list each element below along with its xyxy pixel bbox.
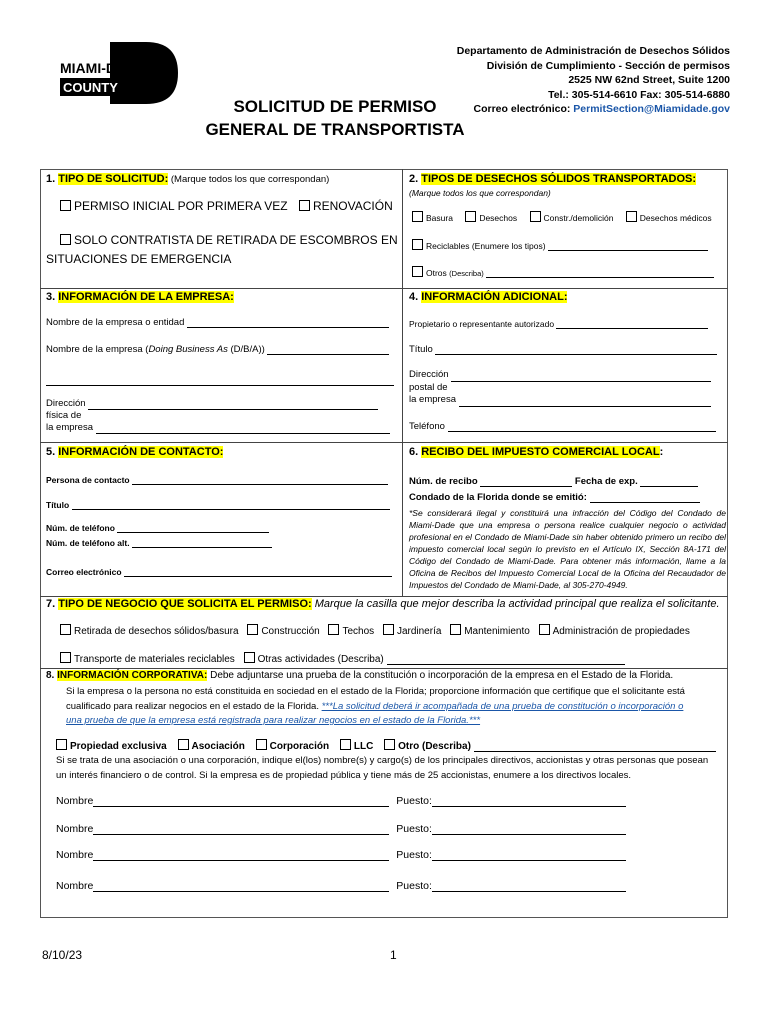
label-officer-name: Nombre — [56, 795, 94, 807]
input-company-extra[interactable] — [46, 375, 394, 386]
logo-line1: MIAMI-DADE — [60, 60, 146, 76]
label-construccion: Construcción — [261, 626, 320, 637]
s4-title: INFORMACIÓN ADICIONAL: — [421, 291, 568, 303]
input-otras[interactable] — [387, 654, 625, 665]
s1-title: TIPO DE SOLICITUD: — [58, 173, 169, 185]
input-dba[interactable] — [267, 344, 389, 355]
s1-row2 — [46, 231, 398, 269]
label-otro: Otro (Describa) — [398, 741, 471, 752]
checkbox-asociacion[interactable] — [178, 739, 189, 750]
s5-phone-row — [46, 522, 269, 533]
s6-receipt-row — [409, 476, 698, 487]
checkbox-constr[interactable] — [530, 211, 541, 222]
input-otro[interactable] — [474, 741, 716, 752]
s4-phone-row — [409, 421, 716, 432]
label-s4-addr-3: la empresa — [409, 394, 456, 405]
s8-p2a: Si se trata de una asociación o una corporación, indique el(los) nombre(s) y cargo(s) de los principales directivos, accionistas y otras personas que posean — [56, 755, 709, 766]
footer-date: 8/10/23 — [42, 948, 83, 962]
label-company-name: Nombre de la empresa o entidad — [46, 317, 185, 328]
input-owner[interactable] — [556, 318, 708, 329]
input-s5-title[interactable] — [72, 499, 390, 510]
label-s5-phone-alt: Núm. de teléfono alt. — [46, 538, 130, 548]
label-jardineria: Jardinería — [396, 626, 442, 637]
logo-line2: COUNTY — [63, 80, 118, 95]
label-officer-name: Nombre — [56, 880, 94, 892]
label-exp: Fecha de exp. — [574, 476, 638, 487]
label-officer-role: Puesto: — [396, 795, 432, 807]
s7-hint: Marque la casilla que mejor describa la actividad principal que realiza el solicitante. — [311, 598, 720, 610]
dept-line3: 2525 NW 62nd Street, Suite 1200 — [568, 74, 730, 86]
input-contact[interactable] — [132, 474, 388, 485]
label-desechos: Desechos — [479, 213, 518, 223]
s8-title: INFORMACIÓN CORPORATIVA: — [57, 670, 208, 681]
checkbox-reciclables[interactable] — [412, 239, 423, 250]
s8-paragraph-2 — [56, 754, 708, 783]
s2-title: TIPOS DE DESECHOS SÓLIDOS TRANSPORTADOS: — [421, 173, 697, 185]
input-s5-email[interactable] — [124, 566, 392, 577]
checkbox-jardineria[interactable] — [383, 624, 394, 635]
label-otros: Otros — [426, 268, 447, 278]
input-receipt[interactable] — [480, 476, 572, 487]
label-s4-phone: Teléfono — [409, 421, 445, 432]
s5-contact-row — [46, 474, 388, 485]
department-header — [457, 44, 730, 117]
input-officer-name[interactable] — [93, 796, 389, 807]
section-1-header — [46, 173, 329, 185]
label-officer-role: Puesto: — [396, 849, 432, 861]
s2-row1 — [412, 211, 712, 223]
s8-link1[interactable]: ***La solicitud deberá ir acompañada de una prueba de constitución o incorporación o — [321, 700, 684, 712]
miami-dade-logo — [58, 40, 180, 106]
label-renewal: RENOVACIÓN — [312, 199, 393, 213]
label-addr-1: Dirección — [46, 398, 86, 409]
label-asociacion: Asociación — [191, 741, 245, 752]
input-s5-phone-alt[interactable] — [132, 537, 272, 548]
dept-line2: División de Cumplimiento - Sección de permisos — [486, 59, 730, 72]
input-addr-3[interactable] — [96, 423, 390, 434]
officer-row — [56, 795, 626, 807]
s2-row2 — [412, 239, 708, 251]
input-officer-name[interactable] — [93, 824, 389, 835]
label-officer-name: Nombre — [56, 849, 94, 861]
s6-county-row — [409, 492, 700, 503]
s6-title: RECIBO DEL IMPUESTO COMERCIAL LOCAL — [421, 446, 660, 458]
label-officer-role: Puesto: — [396, 880, 432, 892]
s2-hint: (Marque todos los que correspondan) — [409, 188, 551, 198]
page-title — [190, 95, 480, 141]
label-county: Condado de la Florida donde se emitió: — [409, 492, 587, 503]
label-officer-name: Nombre — [56, 823, 94, 835]
s1-hint: (Marque todos los que correspondan) — [168, 174, 330, 185]
checkbox-otros[interactable] — [412, 266, 423, 277]
label-s4-addr-2: postal de — [409, 381, 448, 393]
input-reciclables[interactable] — [548, 240, 708, 251]
input-company-name[interactable] — [187, 317, 389, 328]
section-8-header — [46, 670, 673, 681]
section-2-header — [409, 173, 696, 185]
s1-row1 — [60, 199, 393, 213]
s4-title-row — [409, 344, 717, 355]
checkbox-propiedad[interactable] — [56, 739, 67, 750]
input-s4-addr-1[interactable] — [451, 371, 711, 382]
s1-num: 1. — [46, 173, 59, 185]
officer-row — [56, 849, 626, 861]
label-retirada: Retirada de desechos sólidos/basura — [74, 626, 239, 637]
input-officer-role[interactable] — [432, 824, 626, 835]
email-link[interactable]: PermitSection@Miamidade.gov — [573, 103, 730, 115]
checkbox-basura[interactable] — [412, 211, 423, 222]
checkbox-desechos[interactable] — [465, 211, 476, 222]
input-addr-1[interactable] — [88, 399, 378, 410]
checkbox-medicos[interactable] — [626, 211, 637, 222]
label-propiedad: Propiedad exclusiva — [70, 741, 167, 752]
checkbox-administracion[interactable] — [539, 624, 550, 635]
label-receipt: Núm. de recibo — [409, 476, 478, 487]
s8-link2[interactable]: una prueba de que la empresa está registrada para realizar negocios en el estado de la Florida.*** — [66, 715, 481, 726]
input-officer-role[interactable] — [432, 850, 626, 861]
checkbox-corporacion[interactable] — [256, 739, 267, 750]
label-otras: Otras actividades (Describa) — [257, 654, 384, 665]
s7-row2 — [60, 652, 625, 665]
input-s4-addr-3[interactable] — [459, 396, 711, 407]
label-corporacion: Corporación — [269, 741, 330, 752]
label-constr: Constr./demolición — [543, 213, 614, 223]
officer-row — [56, 823, 626, 835]
label-s5-email: Correo electrónico — [46, 567, 122, 577]
input-s5-phone[interactable] — [117, 522, 269, 533]
s2-num: 2. — [409, 173, 422, 185]
label-administracion: Administración de propiedades — [552, 626, 690, 637]
s5-phone-alt-row — [46, 537, 272, 548]
label-addr-2: física de — [46, 410, 82, 421]
dept-line1: Departamento de Administración de Desechos Sólidos — [456, 45, 730, 57]
label-emergency-1: SOLO CONTRATISTA DE RETIRADA DE ESCOMBROS EN — [74, 233, 398, 247]
dept-email-row — [457, 102, 730, 117]
label-llc: LLC — [353, 741, 374, 752]
checkbox-retirada[interactable] — [60, 624, 71, 635]
checkbox-transporte[interactable] — [60, 652, 71, 663]
input-county[interactable] — [590, 492, 700, 503]
s4-addr-block — [409, 369, 711, 407]
section-4-header — [409, 291, 567, 303]
section-3-header — [46, 291, 234, 303]
label-initial: PERMISO INICIAL POR PRIMERA VEZ — [74, 199, 288, 213]
checkbox-construccion[interactable] — [247, 624, 258, 635]
input-officer-name[interactable] — [93, 850, 389, 861]
checkbox-mantenimiento[interactable] — [450, 624, 461, 635]
s5-title: INFORMACIÓN DE CONTACTO: — [58, 446, 224, 458]
s3-num: 3. — [46, 291, 59, 303]
s3-name-row — [46, 317, 389, 328]
label-s4-title: Título — [409, 344, 433, 355]
section-5-header — [46, 446, 223, 458]
label-owner: Propietario o representante autorizado — [409, 319, 555, 329]
checkbox-renewal[interactable] — [299, 200, 310, 211]
input-otros[interactable] — [486, 267, 714, 278]
label-s4-addr-1: Dirección — [409, 369, 449, 380]
title-line1: SOLICITUD DE PERMISO — [233, 97, 437, 116]
checkbox-techos[interactable] — [328, 624, 339, 635]
checkbox-otro[interactable] — [384, 739, 395, 750]
checkbox-initial[interactable] — [60, 200, 71, 211]
label-medicos: Desechos médicos — [639, 213, 712, 223]
checkbox-llc[interactable] — [340, 739, 351, 750]
s6-note: *Se considerará ilegal y constituirá una infracción del Código del Condado de Miami-Dade que una empresa o persona realice cualquier negocio o actividad profesional en el Condado de Miami-Dade sin haber obtenido primero un recibo del impuesto comercial local según lo previsto en el Artículo IX, Sección 8A-171 del Código del Condado de Miami-Dade. Para obtener más información, llame a la Oficina de Recibos del Impuesto Comercial Local de la Oficina del Recaudador de Impuestos del Condado de Miami-Dade, al 305-270-4949. — [409, 508, 726, 590]
label-reciclables: Reciclables (Enumere los tipos) — [426, 241, 546, 251]
s8-num: 8. — [46, 670, 58, 681]
input-s4-title[interactable] — [435, 344, 717, 355]
s4-num: 4. — [409, 291, 422, 303]
label-mantenimiento: Mantenimiento — [464, 626, 530, 637]
checkbox-otras[interactable] — [244, 652, 255, 663]
label-dba-c: (D/B/A)) — [227, 344, 265, 355]
label-techos: Techos — [342, 626, 375, 637]
s4-owner-row — [409, 318, 708, 329]
section-6-header — [409, 446, 663, 458]
section-7-header — [46, 598, 720, 610]
input-s4-phone[interactable] — [448, 421, 716, 432]
input-exp[interactable] — [640, 476, 698, 487]
s7-title: TIPO DE NEGOCIO QUE SOLICITA EL PERMISO: — [58, 598, 312, 610]
s8-paragraph-1 — [66, 685, 685, 729]
dept-line4: Tel.: 305-514-6610 Fax: 305-514-6880 — [548, 88, 730, 101]
label-dba-a: Nombre de la empresa ( — [46, 344, 149, 355]
label-dba-b: Doing Business As — [148, 344, 228, 355]
s3-title: INFORMACIÓN DE LA EMPRESA: — [58, 291, 234, 303]
s3-extra-line — [46, 368, 394, 386]
input-officer-role[interactable] — [432, 796, 626, 807]
s6-num: 6. — [409, 446, 422, 458]
label-officer-role: Puesto: — [396, 823, 432, 835]
title-line2: GENERAL DE TRANSPORTISTA — [205, 120, 465, 139]
s8-p1a: Si la empresa o la persona no está constituida en sociedad en el estado de la Florida; proporcione información que certifique que el solicitante está — [66, 686, 685, 697]
input-officer-role[interactable] — [432, 881, 626, 892]
label-basura: Basura — [426, 213, 453, 223]
page-number: 1 — [390, 948, 397, 962]
label-s5-phone: Núm. de teléfono — [46, 523, 115, 533]
email-label: Correo electrónico: — [473, 103, 574, 115]
s8-p1b: cualificado para realizar negocios en el estado de la Florida. — [66, 700, 322, 712]
s8-type-row — [56, 739, 716, 752]
officer-row — [56, 880, 626, 892]
s2-row3 — [412, 266, 714, 278]
s7-row1 — [60, 624, 690, 637]
s5-email-row — [46, 566, 392, 577]
s5-title-row — [46, 499, 390, 510]
s7-num: 7. — [46, 598, 59, 610]
input-officer-name[interactable] — [93, 881, 389, 892]
s8-p2b: un interés financiero o de control. Si la empresa es de propiedad pública y tiene más de 25 accionistas, enumere a los directivos locales. — [56, 769, 632, 781]
s6-colon: : — [659, 446, 664, 458]
label-contact: Persona de contacto — [46, 475, 130, 485]
s8-lead: Debe adjuntarse una prueba de la constitución o incorporación de la empresa en el Estado de la Florida. — [207, 670, 674, 681]
label-addr-3: la empresa — [46, 422, 93, 433]
s5-num: 5. — [46, 446, 59, 458]
s3-dba-row — [46, 344, 389, 355]
label-s5-title: Título — [46, 500, 70, 510]
label-transporte: Transporte de materiales reciclables — [74, 654, 235, 665]
checkbox-emergency[interactable] — [60, 234, 71, 245]
s3-addr-block — [46, 398, 390, 434]
label-otros-hint: (Describa) — [449, 269, 484, 278]
label-emergency-2: SITUACIONES DE EMERGENCIA — [46, 252, 232, 266]
